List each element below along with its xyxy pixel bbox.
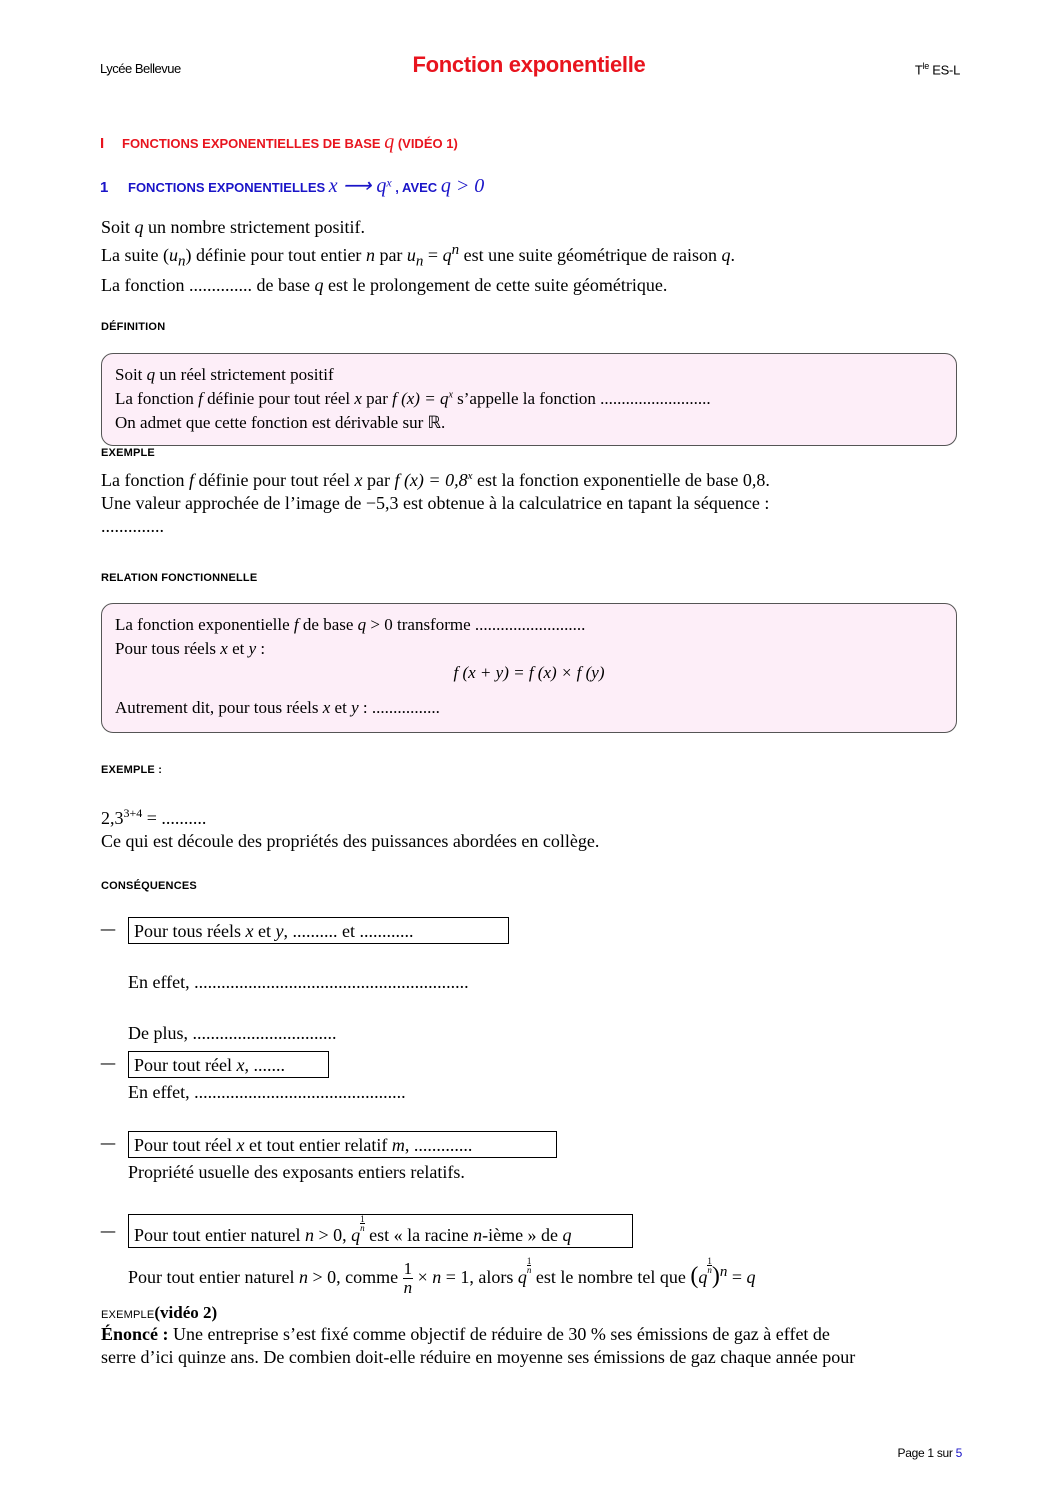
bullet-dash: — — [100, 1221, 116, 1240]
bullet-dash: — — [100, 1133, 116, 1152]
definition-label: DÉFINITION — [101, 321, 166, 333]
framed-property-3: Pour tout réel x et tout entier relatif m, ............. — [128, 1131, 557, 1158]
framed-property-2: Pour tout réel x, ....... — [128, 1051, 329, 1078]
class-level: $T^{le}$ ES-L — [914, 61, 960, 78]
bullet-dash: — — [100, 919, 116, 938]
example2-label: EXEMPLE : — [101, 764, 163, 776]
proof-line: En effet, ............................................... — [128, 1082, 406, 1102]
page-number: Page 1 sur 5 — [897, 1446, 962, 1460]
definition-box: Soit q un réel strictement positif La fonction f définie pour tout réel x par f $(x) = q^x$ s’appelle la fonction .......................... On admet que cette fonction est dérivable sur ℝ. — [101, 353, 957, 446]
relation-box: La fonction exponentielle f de base q > 0 transforme .......................... Pour tous réels x et y : f (x + y) = f (x) × f (y) Autrement dit, pour tous réels x et y : ................ — [101, 603, 957, 733]
relation-formula: f (x + y) = f (x) × f (y) — [453, 663, 605, 682]
note-line: Propriété usuelle des exposants entiers relatifs. — [128, 1162, 465, 1182]
example2-text: $2,3^{3+4}$ = .......... Ce qui est découle des propriétés des puissances abordées en collège. — [101, 806, 600, 851]
example3-enonce: Énoncé : Une entreprise s’est fixé comme objectif de réduire de 30 % ses émissions de gaz à effet de serre d’ici quinze ans. De combien doit-elle réduire en moyenne ses émissions de gaz chaque année pour — [101, 1324, 856, 1367]
example-label: EXEMPLE — [101, 447, 155, 459]
document-title: Fonction exponentielle — [412, 52, 646, 77]
consequences-label: CONSÉQUENCES — [101, 880, 197, 892]
framed-property-1: Pour tous réels x et y, .......... et ............ — [128, 917, 509, 944]
intro-paragraph: Soit q un nombre strictement positif. La suite $(u_n)$ définie pour tout entier n par $u_n = q^n$ est une suite géométrique de raison q. La fonction .............. de base q est le prolongement de cette suite géométrique. — [101, 217, 736, 295]
root-explanation: Pour tout entier naturel n > 0, comme $\frac{1}{n}$ × n = 1, alors q $\frac{1}{n}$ est le nombre tel que (q $\frac{1}{n}$ )$^n$ = q — [128, 1256, 756, 1298]
subsection-heading: 1 FONCTIONS EXPONENTIELLES x ⟶ $q^x$ , AVEC q > 0 — [100, 175, 485, 197]
example3-heading: EXEMPLE(vidéo 2) — [101, 1303, 218, 1322]
proof-line: De plus, ................................ — [128, 1023, 337, 1043]
school-name: Lycée Bellevue — [100, 61, 181, 76]
relation-label: RELATION FONCTIONNELLE — [101, 572, 258, 584]
section-heading: I FONCTIONS EXPONENTIELLES DE BASE q (VIDÉO 1) — [100, 131, 458, 153]
example-text: La fonction f définie pour tout réel x par f $(x) = 0,8^x$ est la fonction exponentielle de base 0,8. Une valeur approchée de l’image de −5,3 est obtenue à la calculatrice en tapant la séquence : .............. — [101, 470, 770, 536]
framed-property-4: Pour tout entier naturel n > 0, q $\frac{1}{n}$ est « la racine n-ième » de q — [128, 1214, 633, 1248]
bullet-dash: — — [100, 1053, 116, 1072]
proof-line: En effet, ............................................................. — [128, 972, 469, 992]
